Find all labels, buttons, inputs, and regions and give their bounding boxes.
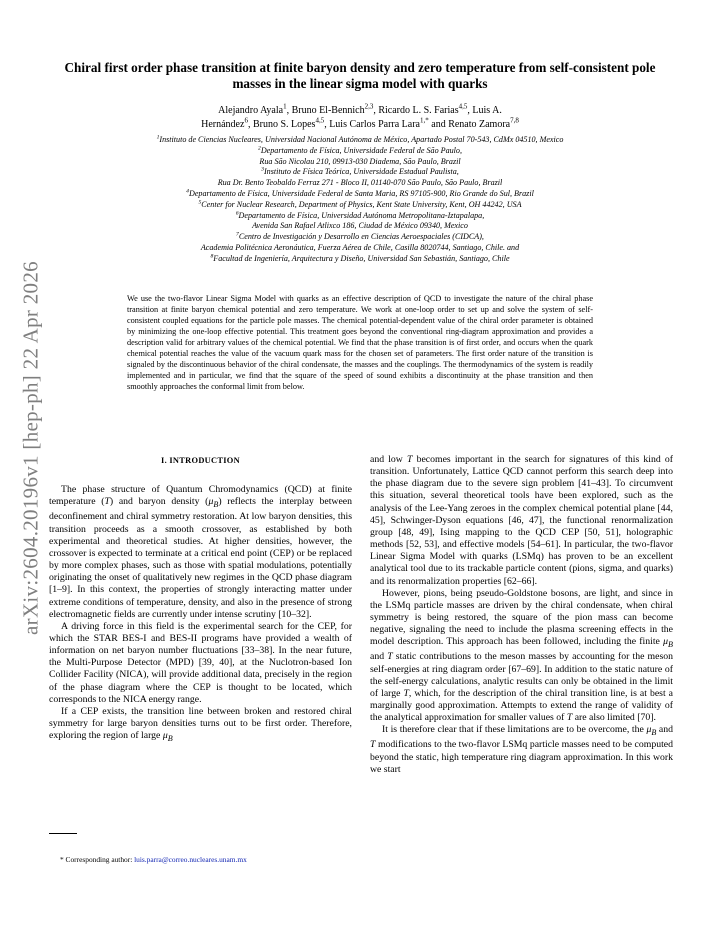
affiliation-line: $^4$Departamento de Física, Universidade Federal de Santa Maria, RS 97105-900, Rio Grande do Sul, Brazil xyxy=(186,188,534,198)
body-paragraph: and low T becomes important in the search for signatures of this kind of transition. Unfortunately, Lattice QCD cannot perform this search deep into the phase diagram due to the severe sign problem [41–43]. To circumvent this situation, several theoretical tools have been explored, such as the analysis of the Lee-Yang zeroes in the complex chemical potential plane [44, 45], Schwinger-Dyson equations [46, 47], the functional renormalization group [48, 49], Ising mapping to the QCD CEP [50, 51], holographic methods [52, 53], and effective models [54–61]. In particular, the two-flavor Linear Sigma Model with quarks (LSMq) has proven to be an excellent analytical tool due to its trackable particle content (pions, sigma, and quarks) and its renormalization properties [62–66]. xyxy=(370,454,674,587)
affiliation-line: $^2$Departamento de Física, Universidade Federal de São Paulo, xyxy=(257,145,462,155)
author-list: Alejandro Ayala$^1$, Bruno El-Bennich$^{2,3}$, Ricardo L. S. Farias$^{4,5}$, Luis A. Hernández$^6$, Bruno S. Lopes$^{4,5}$, Luis Carlos Parra Lara$^{1,*}$ and Renato Zamora$^{7,8}$ xyxy=(201,102,519,130)
corresponding-author-email-link[interactable]: luis.parra@correo.nucleares.unam.mx xyxy=(134,855,247,864)
arxiv-identifier-text: arXiv:2604.20196v1 [hep-ph] 22 Apr 2026 xyxy=(18,261,43,635)
arxiv-identifier-stamp xyxy=(8,248,54,648)
affiliation-line: Academia Politécnica Aeronáutica, Fuerza Aérea de Chile, Casilla 8020744, Santiago, Chile. and xyxy=(200,242,520,252)
body-paragraph: However, pions, being pseudo-Goldstone bosons, are light, and since in the LSMq particle masses are driven by the chiral condensate, when chiral symmetry is being restored, the square of the pion mass can become negative, signaling the need to include the plasma screening effects in the model description. This approach has been followed, including the finite $\mu_B$ and T static contributions to the meson masses by accounting for the meson self-energies at ring diagram order [67–69]. In addition to the static nature of the self-energy calculations, analytic results can only be obtained in the limit of large T, which, for the description of the chiral transition line, is at best a marginally good approximation. Attempts to extend the range of validity of the analytical approximation for smaller values of T are also limited [70]. xyxy=(370,587,673,724)
affiliation-line: $^5$Center for Nuclear Research, Department of Physics, Kent State University, Kent, OH 44242, USA xyxy=(198,199,522,209)
footnote xyxy=(60,855,247,864)
affiliation-line: $^1$Instituto de Ciencias Nucleares, Universidad Nacional Autónoma de México, Apartado Postal 70-543, CdMx 04510, Mexico xyxy=(156,134,564,144)
body-paragraph: The phase structure of Quantum Chromodynamics (QCD) at finite temperature (T) and baryon density $(\mu_B)$ reflects the interplay between deconfinement and chiral symmetry restoration. At low baryon densities, this transition proceeds as a smooth crossover, as established by both experimental and theoretical studies. At higher densities, however, the crossover is expected to terminate at a critical end point (CEP) or be replaced by more complex phases, such as those with spatial modulations, potentially originating the onset of qualitatively new regimes in the QCD phase diagram [1–9]. In this context, the properties of strongly interacting matter under extreme conditions of temperature, density, and also in the presence of strong electromagnetic fields are currently under intense scrutiny [10–32]. xyxy=(49,484,352,620)
affiliation-line: Rua São Nicolau 210, 09913-030 Diadema, São Paulo, Brazil xyxy=(259,156,461,166)
abstract: We use the two-flavor Linear Sigma Model with quarks as an effective description of QCD to investigate the nature of the chiral phase transition at finite baryon chemical potential and zero temperature. We work at one-loop order to set up and solve the system of self-consistent coupled equations for the particle pole masses. The chemical potential-dependent value of the chiral order parameter is obtained by minimizing the one-loop effective potential. This treatment goes beyond the conventional ring-diagram approximation and provides a description valid for arbitrary values of the chemical potential. We find that the phase transition is of first order, and occurs when the quark chemical potential reaches the value of the vacuum quark mass for the chosen set of parameters. The first order nature of the transition is signaled by the discontinuous behavior of the chiral condensate, the masses and the couplings. The thermodynamics of the system is readily implemented and in particular, we find that the square of the speed of sound exhibits a discontinuity at the phase transition and then smoothly approaches the conformal limit from below. xyxy=(127,294,593,392)
section-heading-introduction: I. INTRODUCTION xyxy=(161,456,240,465)
footnote-divider xyxy=(49,833,77,834)
affiliation-list xyxy=(70,135,650,265)
body-paragraph: A driving force in this field is the experimental search for the CEP, for which the STAR BES-I and BES-II programs have provided a wealth of information on net baryon number fluctuations [33–38]. In the near future, the Multi-Purpose Detector (MPD) [39, 40], at the Nuclotron-based Ion Collider Facility (NICA), will provide additional data, precisely in the region of the phase diagram where the CEP is thought to be located, which corresponds to the NICA energy range. xyxy=(49,620,352,705)
footnote-label: * Corresponding author: xyxy=(60,855,135,864)
left-column-paragraphs xyxy=(49,484,352,745)
affiliation-line: $^3$Instituto de Física Teórica, Universidade Estadual Paulista, xyxy=(261,166,459,177)
right-column xyxy=(370,454,673,776)
affiliation-line: Rua Dr. Bento Teobaldo Ferraz 271 - Bloco II, 01140-070 São Paulo, São Paulo, Brazil xyxy=(217,178,503,188)
body-paragraph: If a CEP exists, the transition line between broken and restored chiral symmetry for large baryon densities turns out to be first order. Therefore, exploring the region of large $\mu_B$ xyxy=(49,705,352,744)
affiliation-line: Avenida San Rafael Atlixco 186, Ciudad de México 09340, Mexico xyxy=(252,221,468,231)
body-paragraph: It is therefore clear that if these limitations are to be overcome, the $\mu_B$ and T modifications to the two-flavor LSMq particle masses need to be computed beyond the static, high temperature ring diagram approximation. In this work we start xyxy=(370,724,674,775)
affiliation-line: $^6$Departamento de Física, Universidad Autónoma Metropolitana-Iztapalapa, xyxy=(235,209,485,220)
affiliation-line: $^7$Centro de Investigación y Desarrollo en Ciencias Aeroespaciales (CIDCA), xyxy=(236,231,484,242)
paper-title: Chiral first order phase transition at finite baryon density and zero temperature from self-consistent pole masses in the linear sigma model with quarks xyxy=(64,60,656,91)
affiliation-line: $^8$Facultad de Ingeniería, Arquitectura y Diseño, Universidad San Sebastián, Santiago, Chile xyxy=(210,253,510,263)
left-column xyxy=(49,450,352,745)
right-column-paragraphs xyxy=(370,454,673,776)
